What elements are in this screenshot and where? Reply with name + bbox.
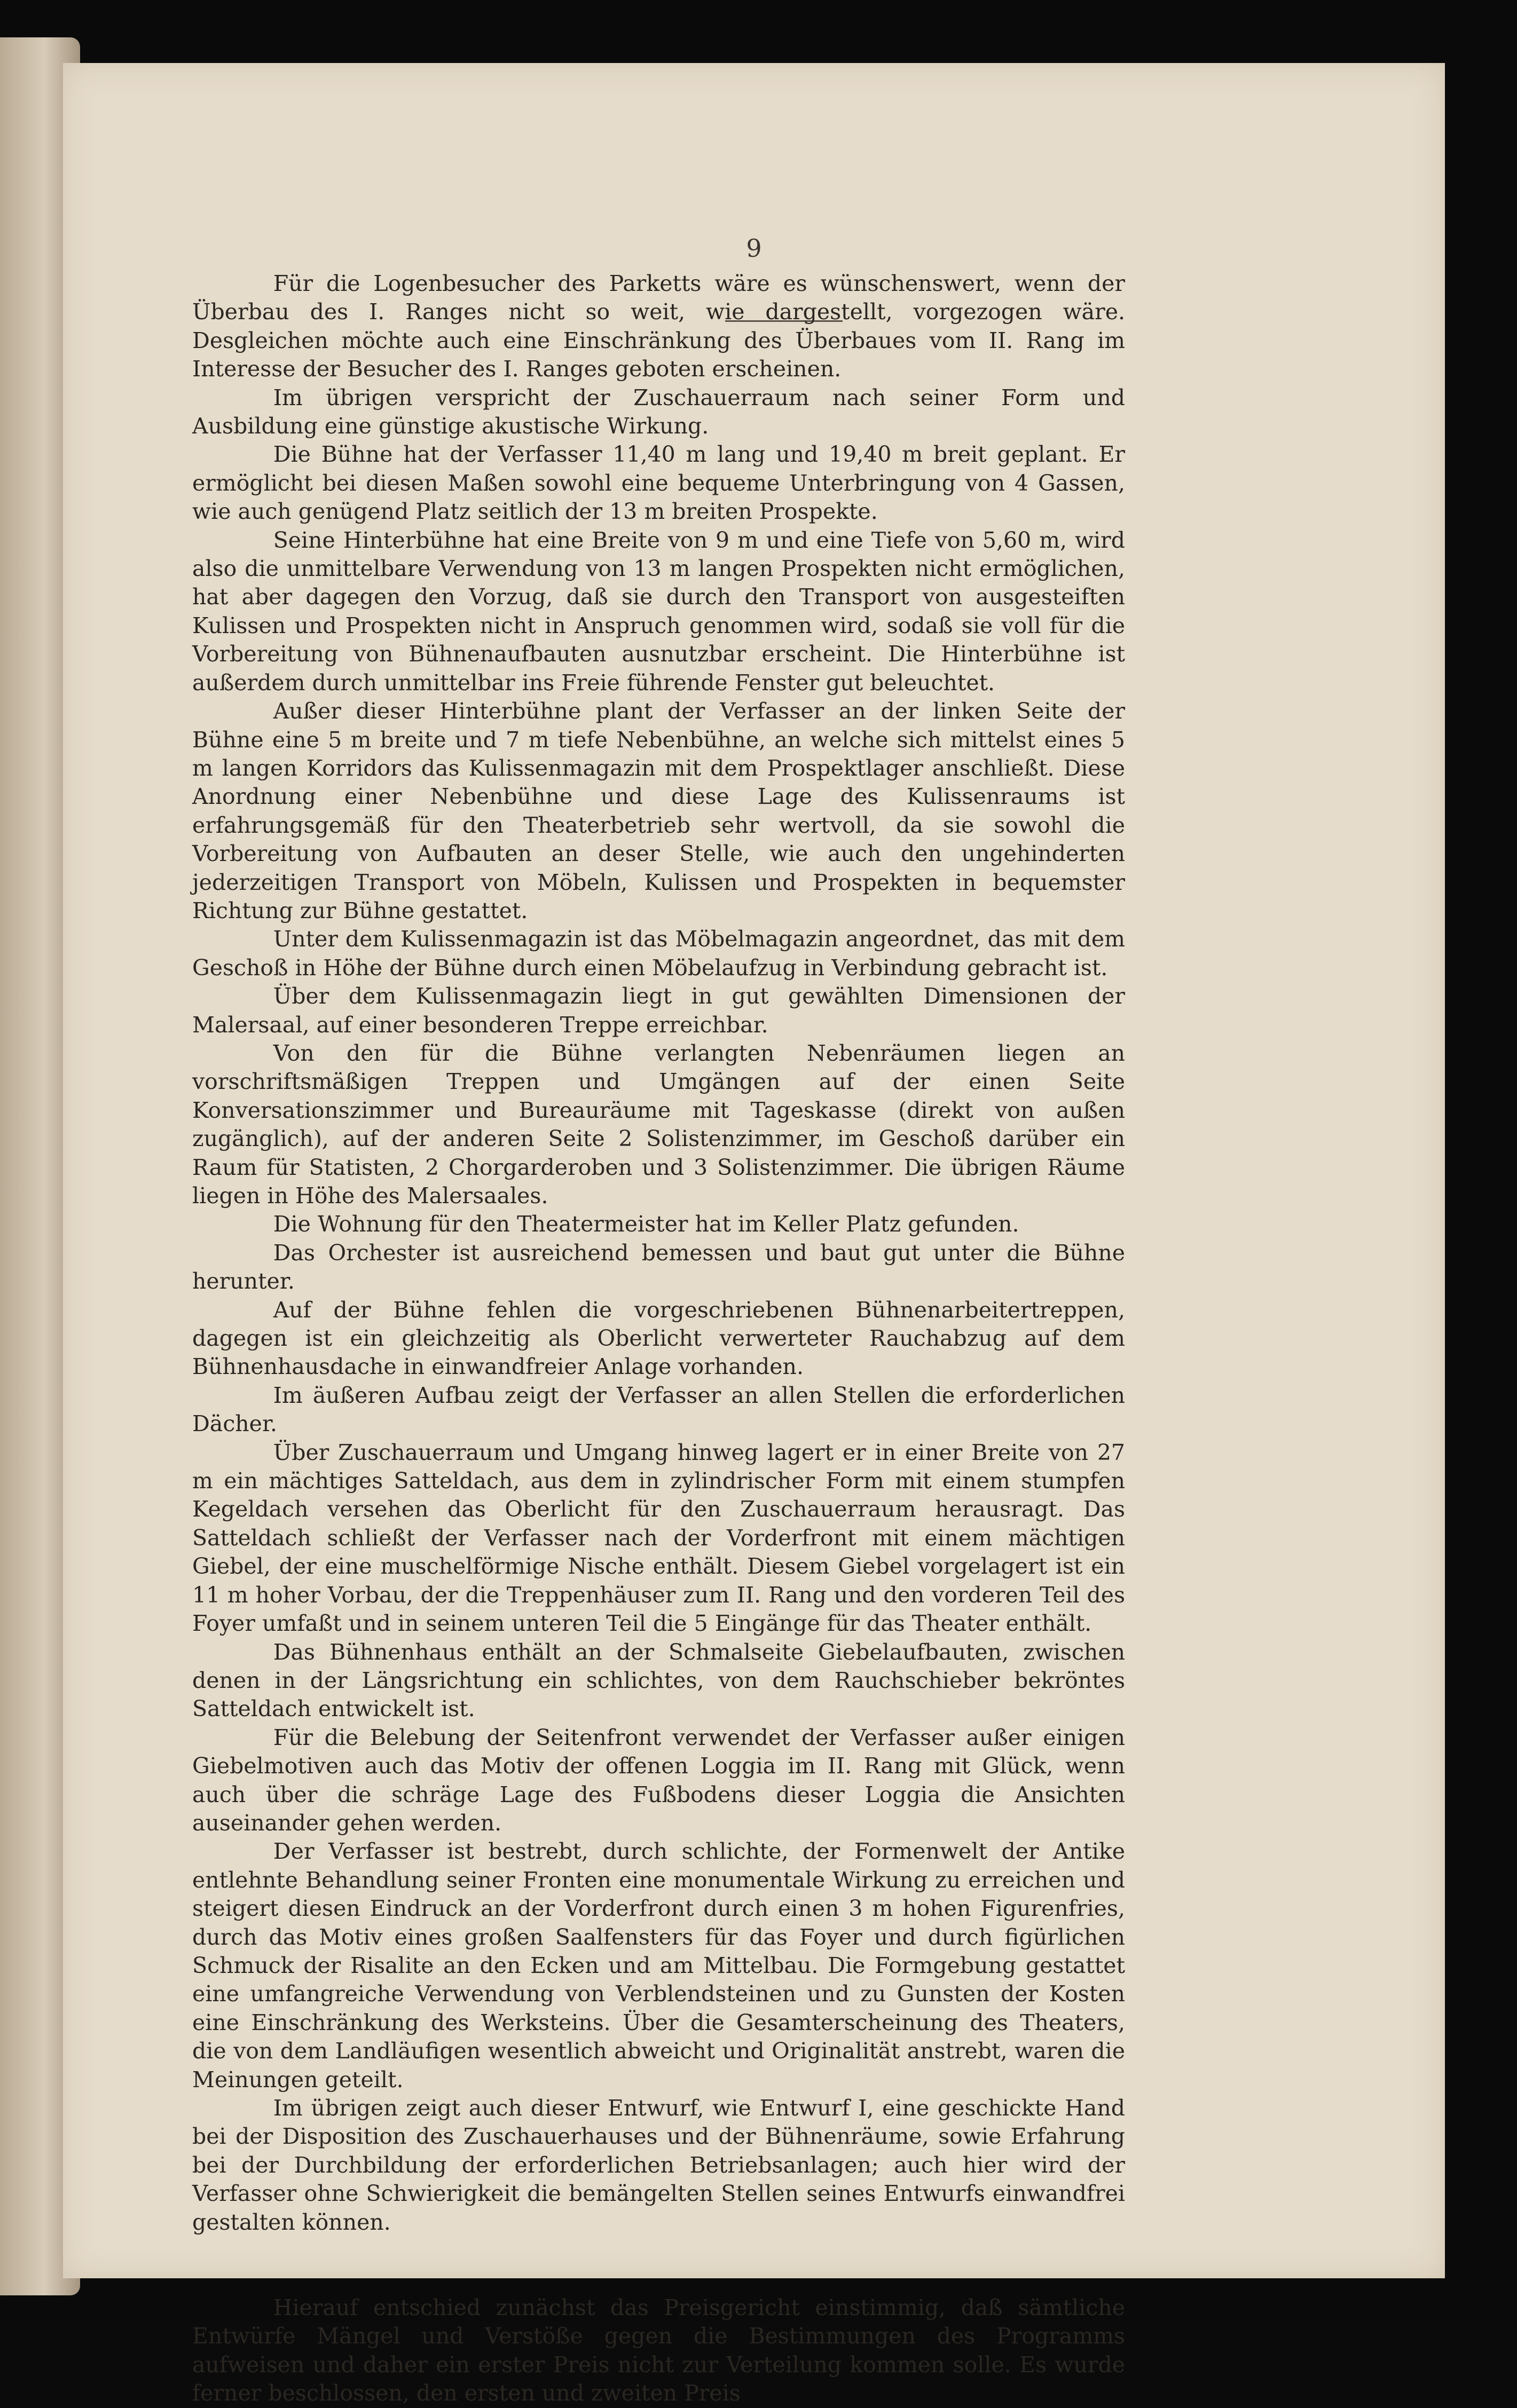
paragraph-18: Hierauf entschied zunächst das Preisgericht einstimmig, daß sämtliche Entwürfe Mängel und Verstöße gegen die Bestimmungen des Programms aufweisen und daher ein erster Preis nicht zur Verteilung kommen solle. Es wurde ferner beschlossen, den ersten und zweiten Preis xyxy=(192,2295,1125,2406)
paragraph-9: Die Wohnung für den Theatermeister hat im Keller Platz gefunden. xyxy=(273,1211,1019,1237)
paragraph-7: Über dem Kulissenmagazin liegt in gut gewählten Dimensionen der Malersaal, auf einer besonderen Treppe erreichbar. xyxy=(192,983,1125,1038)
paragraph-8: Von den für die Bühne verlangten Nebenräumen liegen an vorschriftsmäßigen Treppen und Umgängen auf der einen Seite Konversationszimmer und Bureauräume mit Tageskasse (direkt von außen zugänglich), auf der anderen Seite 2 Solistenzimmer, im Geschoß darüber ein Raum für Statisten, 2 Chorgarderoben und 3 Solistenzimmer. Die übrigen Räume liegen in Höhe des Malersaales. xyxy=(192,1040,1125,1209)
paragraph-6: Unter dem Kulissenmagazin ist das Möbelmagazin angeordnet, das mit dem Geschoß in Höhe der Bühne durch einen Möbelaufzug in Verbindung gebracht ist. xyxy=(192,926,1125,981)
paragraph-13: Über Zuschauerraum und Umgang hinweg lagert er in einer Breite von 27 m ein mächtiges Satteldach, aus dem in zylindrischer Form mit einem stumpfen Kegeldach versehen das Oberlicht für den Zuschauerraum herausragt. Das Satteldach schließt der Verfasser nach der Vorderfront mit einem mächtigen Giebel, der eine muschelförmige Nische enthält. Diesem Giebel vorgelagert ist ein 11 m hoher Vorbau, der die Treppenhäuser zum II. Rang und den vorderen Teil des Foyer umfaßt und in seinem unteren Teil die 5 Eingänge für das Theater enthält. xyxy=(192,1439,1125,1637)
paragraph-3: Die Bühne hat der Verfasser 11,40 m lang und 19,40 m breit geplant. Er ermöglicht bei diesen Maßen sowohl eine bequeme Unterbringung von 4 Gassen, wie auch genügend Platz seitlich der 13 m breiten Prospekte. xyxy=(192,441,1125,525)
paragraph-15: Für die Belebung der Seitenfront verwendet der Verfasser außer einigen Giebelmotiven auch das Motiv der offenen Loggia im II. Rang mit Glück, wenn auch über die schräge Lage des Fußbodens dieser Loggia die Ansichten auseinander gehen werden. xyxy=(192,1724,1125,1836)
page-number: 9 xyxy=(746,234,762,263)
paragraph-16: Der Verfasser ist bestrebt, durch schlichte, der Formenwelt der Antike entlehnte Behandlung seiner Fronten eine monumentale Wirkung zu erreichen und steigert diesen Eindruck an der Vorderfront durch einen 3 m hohen Figurenfries, durch das Motiv eines großen Saalfensters für das Foyer und durch figürlichen Schmuck der Risalite an den Ecken und am Mittelbau. Die Formgebung gestattet eine umfangreiche Verwendung von Verblendsteinen und zu Gunsten der Kosten eine Einschränkung des Werksteins. Über die Gesamterscheinung des Theaters, die von dem Landläufigen wesentlich abweicht und Originalität anstrebt, waren die Meinungen geteilt. xyxy=(192,1838,1125,2093)
paragraph-11: Auf der Bühne fehlen die vorgeschriebenen Bühnenarbeitertreppen, dagegen ist ein gleichzeitig als Oberlicht verwerteter Rauchabzug auf dem Bühnenhausdache in einwandfreier Anlage vorhanden. xyxy=(192,1297,1125,1380)
paragraph-12: Im äußeren Aufbau zeigt der Verfasser an allen Stellen die erforderlichen Dächer. xyxy=(192,1382,1125,1437)
paragraph-2: Im übrigen verspricht der Zuschauerraum nach seiner Form und Ausbildung eine günstige akustische Wirkung. xyxy=(192,384,1125,439)
paragraph-5: Außer dieser Hinterbühne plant der Verfasser an der linken Seite der Bühne eine 5 m breite und 7 m tiefe Nebenbühne, an welche sich mittelst eines 5 m langen Korridors das Kulissenmagazin mit dem Prospektlager anschließt. Diese Anordnung einer Nebenbühne und diese Lage des Kulissenraums ist erfahrungsgemäß für den Theaterbetrieb sehr wertvoll, da sie sowohl die Vorbereitung von Aufbauten an deser Stelle, wie auch den ungehinderten jederzeitigen Transport von Möbeln, Kulissen und Prospekten in bequemster Richtung zur Bühne gestattet. xyxy=(192,698,1125,923)
paragraph-17: Im übrigen zeigt auch dieser Entwurf, wie Entwurf I, eine geschickte Hand bei der Disposition des Zuschauerhauses und der Bühnenräume, sowie Erfahrung bei der Durchbildung der erforderlichen Betriebsanlagen; auch hier wird der Verfasser ohne Schwierigkeit die bemängelten Stellen seines Entwurfs einwandfrei gestalten können. xyxy=(192,2095,1125,2235)
page-body xyxy=(192,270,1125,2408)
paragraph-4: Seine Hinterbühne hat eine Breite von 9 m und eine Tiefe von 5,60 m, wird also die unmittelbare Verwendung von 13 m langen Prospekten nicht ermöglichen, hat aber dagegen den Vorzug, daß sie durch den Transport von ausgesteiften Kulissen und Prospekten nicht in Anspruch genommen wird, sodaß sie voll für die Vorbereitung von Bühnenaufbauten ausnutzbar erscheint. Die Hinterbühne ist außerdem durch unmittelbar ins Freie führende Fenster gut beleuchtet. xyxy=(192,527,1125,696)
paragraph-14: Das Bühnenhaus enthält an der Schmalseite Giebelaufbauten, zwischen denen in der Längsrichtung ein schlichtes, von dem Rauchschieber bekröntes Satteldach entwickelt ist. xyxy=(192,1639,1125,1722)
paragraph-10: Das Orchester ist ausreichend bemessen und baut gut unter die Bühne herunter. xyxy=(192,1239,1125,1294)
paragraph-1: Für die Logenbesucher des Parketts wäre es wünschenswert, wenn der Überbau des I. Ranges nicht so weit, wie dargestellt, vorgezogen wäre. Desgleichen möchte auch eine Einschränkung des Überbaues vom II. Rang im Interesse der Besucher des I. Ranges geboten erscheinen. xyxy=(192,271,1125,382)
